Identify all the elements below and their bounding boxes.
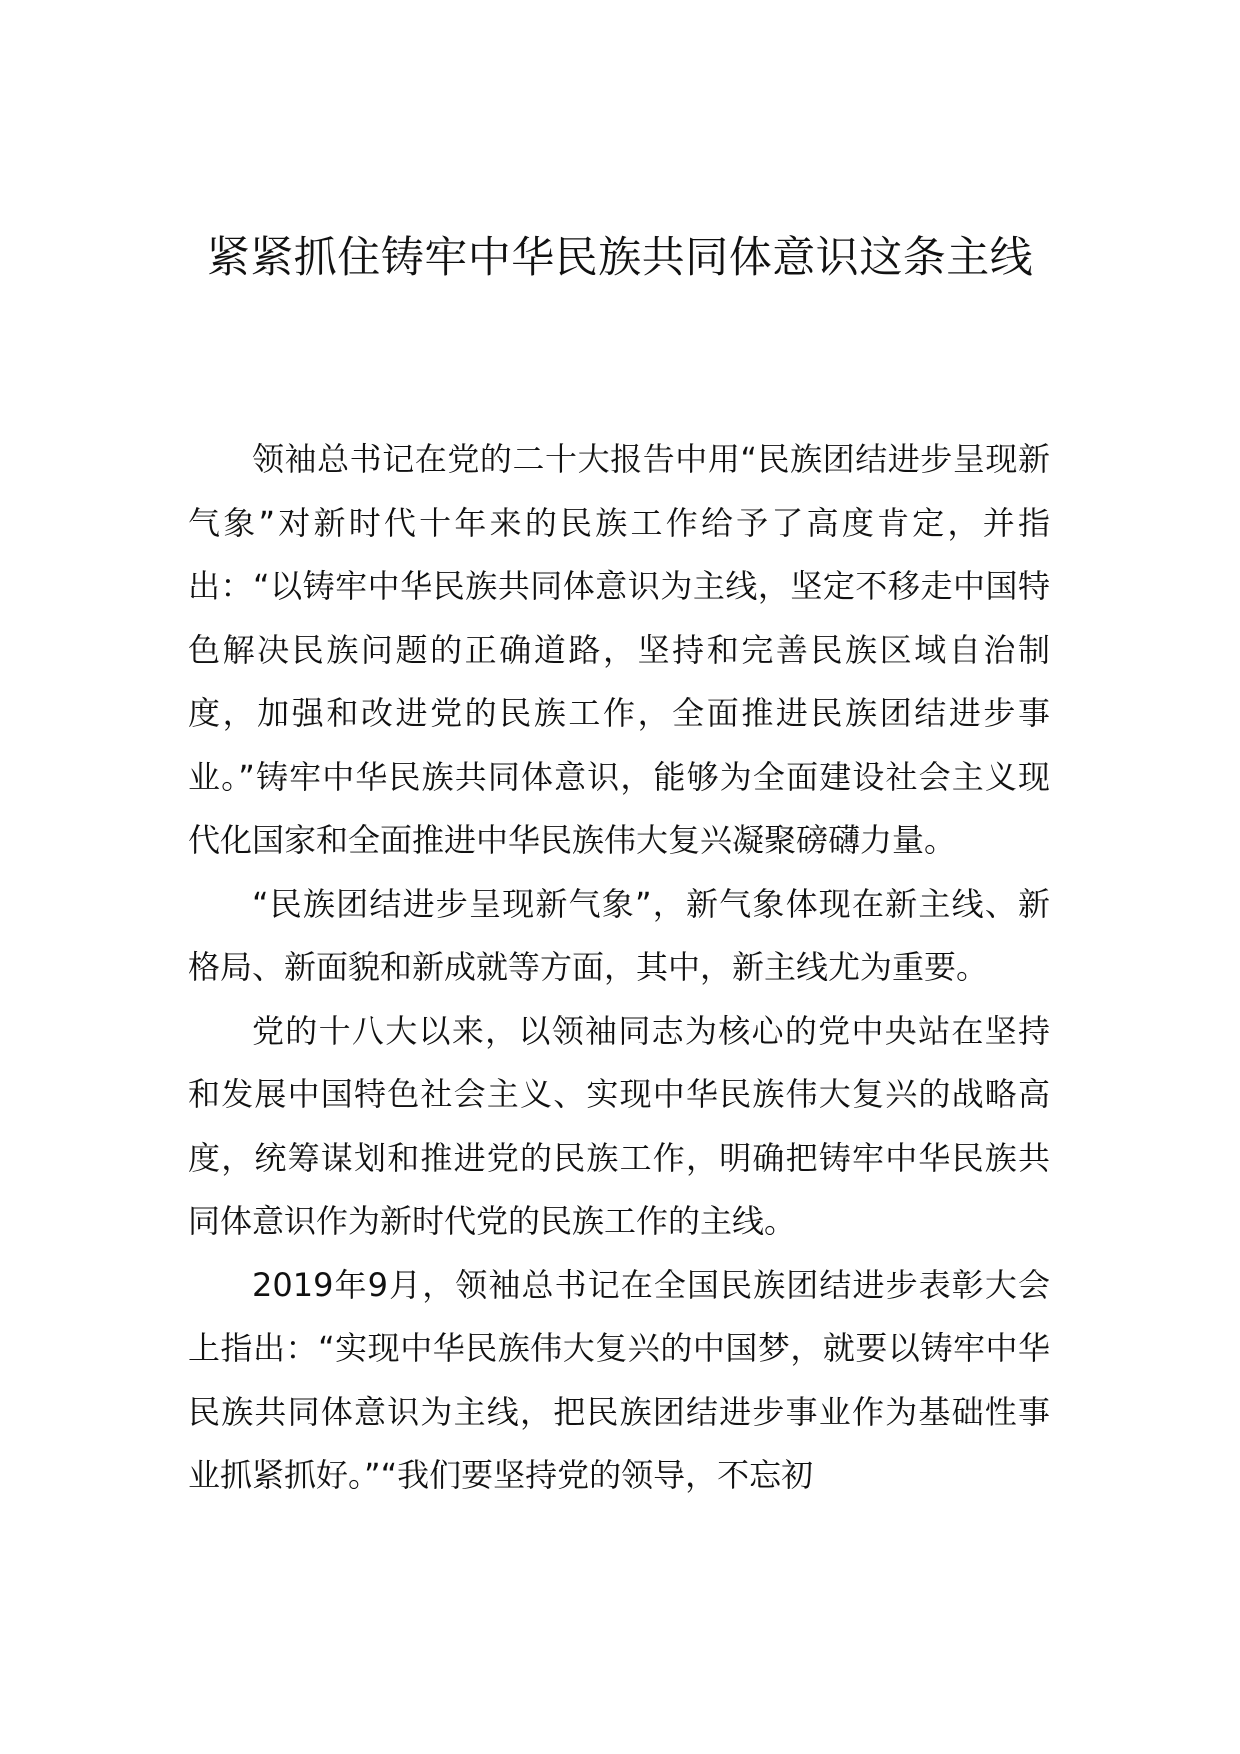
paragraph: 领袖总书记在党的二十大报告中用“民族团结进步呈现新气象”对新时代十年来的民族工作给予了高度肯定，并指出：“以铸牢中华民族共同体意识为主线，坚定不移走中国特色解决民族问题的正确道路，坚持和完善民族区域自治制度，加强和改进党的民族工作，全面推进民族团结进步事业。”铸牢中华民族共同体意识，能够为全面建设社会主义现代化国家和全面推进中华民族伟大复兴凝聚磅礴力量。: [188, 440, 1050, 859]
paragraph: 2019年9月，领袖总书记在全国民族团结进步表彰大会上指出：“实现中华民族伟大复兴的中国梦，就要以铸牢中华民族共同体意识为主线，把民族团结进步事业作为基础性事业抓紧抓好。”“我们要坚持党的领导，不忘初: [188, 1265, 1050, 1494]
document-body: [188, 428, 1050, 1508]
document-title: 紧紧抓住铸牢中华民族共同体意识这条主线: [206, 233, 1034, 283]
paragraph: 党的十八大以来，以领袖同志为核心的党中央站在坚持和发展中国特色社会主义、实现中华民族伟大复兴的战略高度，统筹谋划和推进党的民族工作，明确把铸牢中华民族共同体意识作为新时代党的民族工作的主线。: [188, 1011, 1050, 1240]
paragraph: “民族团结进步呈现新气象”，新气象体现在新主线、新格局、新面貌和新成就等方面，其中，新主线尤为重要。: [188, 884, 1050, 986]
